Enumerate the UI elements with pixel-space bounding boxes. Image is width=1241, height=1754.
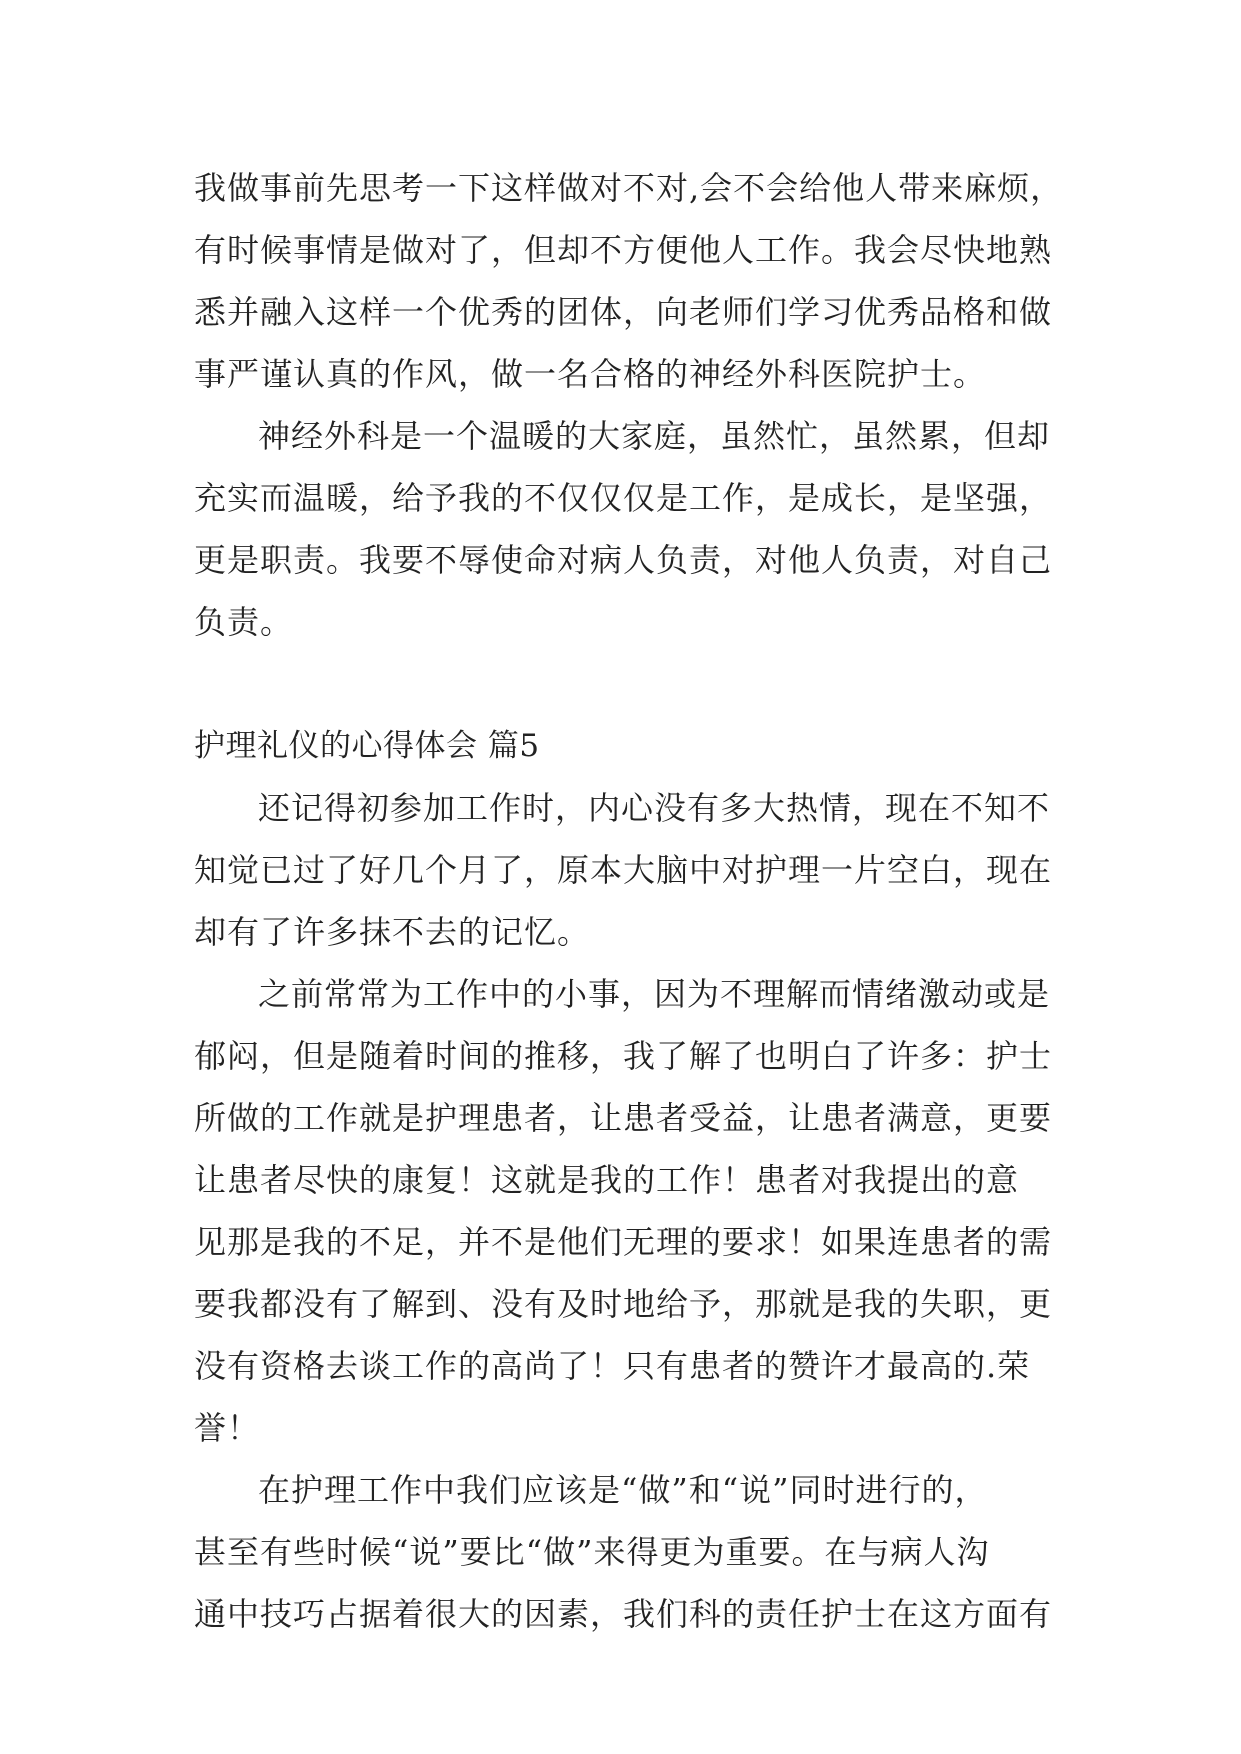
paragraph-line: 神经外科是一个温暖的大家庭，虽然忙，虽然累，但却 <box>258 417 1051 455</box>
paragraph-line: 通中技巧占据着很大的因素，我们科的责任护士在这方面有 <box>194 1595 1053 1633</box>
paragraph-line: 在护理工作中我们应该是“做”和“说”同时进行的， <box>258 1471 988 1509</box>
paragraph-line: 悉并融入这样一个优秀的团体，向老师们学习优秀品格和做 <box>194 293 1053 331</box>
paragraph-line: 郁闷，但是随着时间的推移，我了解了也明白了许多：护士 <box>194 1037 1053 1075</box>
paragraph-line: 所做的工作就是护理患者，让患者受益，让患者满意，更要 <box>194 1099 1053 1137</box>
paragraph-line: 还记得初参加工作时，内心没有多大热情，现在不知不 <box>258 789 1051 827</box>
paragraph-line: 事严谨认真的作风，做一名合格的神经外科医院护士。 <box>194 355 987 393</box>
paragraph-line: 甚至有些时候“说”要比“做”来得更为重要。在与病人沟 <box>194 1533 990 1571</box>
section-heading: 护理礼仪的心得体会 篇5 <box>194 728 540 764</box>
paragraph-line: 知觉已过了好几个月了，原本大脑中对护理一片空白，现在 <box>194 851 1053 889</box>
paragraph-line: 却有了许多抹不去的记忆。 <box>194 913 591 951</box>
paragraph-line: 负责。 <box>194 603 294 641</box>
paragraph-line: 见那是我的不足，并不是他们无理的要求！如果连患者的需 <box>194 1223 1053 1261</box>
paragraph-line: 我做事前先思考一下这样做对不对,会不会给他人带来麻烦， <box>194 169 1064 207</box>
paragraph-line: 更是职责。我要不辱使命对病人负责，对他人负责，对自己 <box>194 541 1053 579</box>
paragraph-line: 充实而温暖，给予我的不仅仅仅是工作，是成长，是坚强， <box>194 479 1053 517</box>
paragraph-line: 让患者尽快的康复！这就是我的工作！患者对我提出的意 <box>194 1161 1020 1199</box>
paragraph-line: 要我都没有了解到、没有及时地给予，那就是我的失职，更 <box>194 1285 1053 1323</box>
paragraph-line: 有时候事情是做对了，但却不方便他人工作。我会尽快地熟 <box>194 231 1053 269</box>
paragraph-line: 之前常常为工作中的小事，因为不理解而情绪激动或是 <box>258 975 1051 1013</box>
paragraph-line: 没有资格去谈工作的高尚了！只有患者的赞许才最高的.荣 <box>194 1347 1031 1385</box>
paragraph-line: 誉！ <box>194 1409 261 1447</box>
